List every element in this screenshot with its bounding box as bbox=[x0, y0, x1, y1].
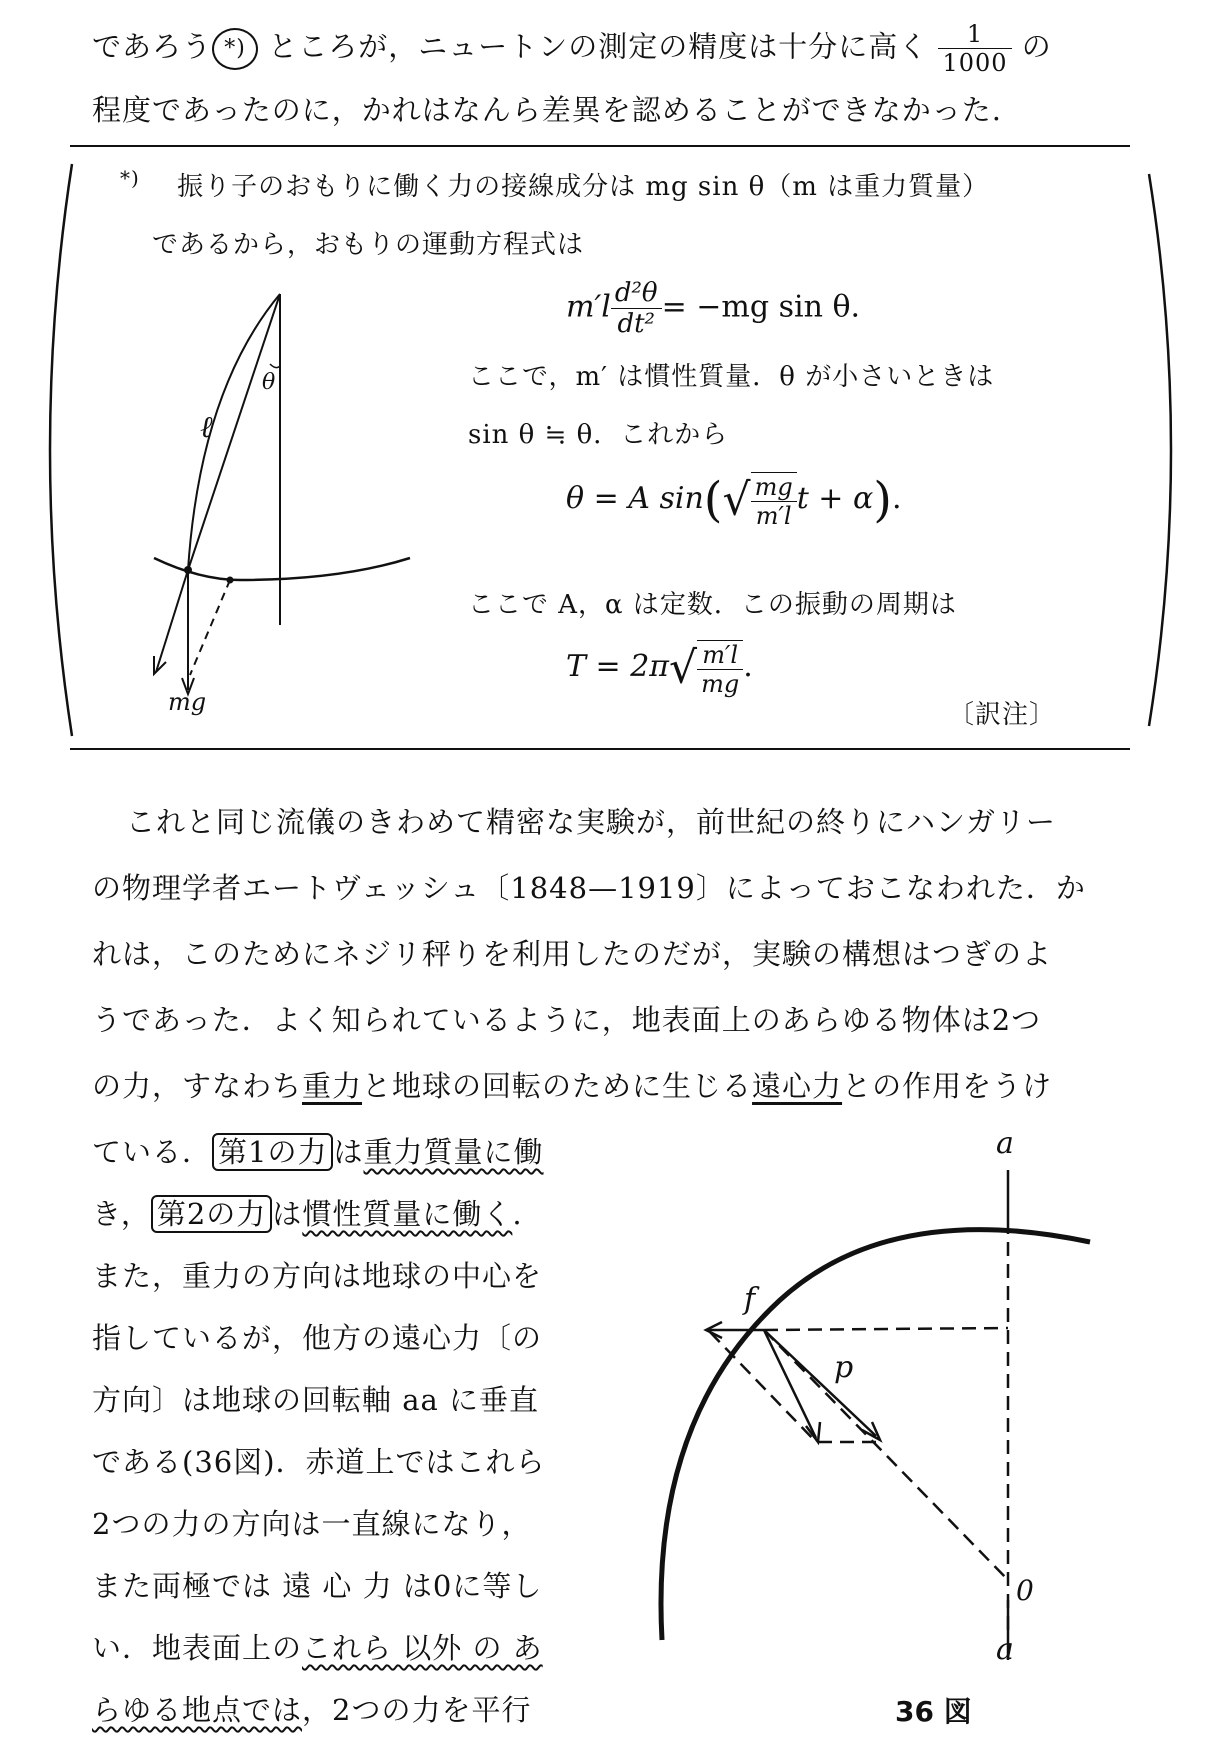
column-line-9: い．地表面上のこれら 以外 の あ bbox=[92, 1631, 543, 1665]
underlined-centrifugal: 遠心力 bbox=[752, 1069, 843, 1103]
translator-note: 〔訳注〕 bbox=[948, 700, 1057, 730]
footnote-line-4: sin θ ≒ θ．これから bbox=[468, 420, 729, 450]
footnote-line-1: *) 振り子のおもりに働く力の接線成分は mg sin θ（m は重力質量） bbox=[120, 166, 990, 202]
column-line-3: また，重力の方向は地球の中心を bbox=[92, 1259, 543, 1293]
pendulum-figure bbox=[140, 280, 440, 720]
right-paren-bracket bbox=[1145, 170, 1185, 730]
pendulum-mg-label: mg bbox=[168, 688, 207, 716]
text-line-2: 程度であったのに，かれはなんら差異を認めることができなかった. bbox=[92, 93, 1002, 127]
footnote-mark: *) bbox=[120, 166, 140, 190]
footnote-line-2: であるから，おもりの運動方程式は bbox=[152, 230, 585, 260]
fig36-label-p: p bbox=[834, 1350, 854, 1385]
text-line-1: であろう *) ところが，ニュートンの測定の精度は十分に高く $\frac{1}{1000}$ の bbox=[92, 20, 1052, 77]
wavy-inertial-mass: 慣性質量に働く bbox=[302, 1197, 513, 1231]
fig36-label-o: 0 bbox=[1016, 1574, 1034, 1607]
footnote-line-5: ここで A，α は定数．この振動の周期は bbox=[468, 590, 957, 620]
fraction-1-1000: $\frac{1}{1000}$ bbox=[938, 22, 1011, 75]
fig36-label-a-bottom: a bbox=[996, 1632, 1014, 1667]
pendulum-theta-label: θ bbox=[262, 370, 276, 395]
figure-36-diagram bbox=[640, 1160, 1120, 1680]
footnote-bottom-rule bbox=[70, 748, 1130, 750]
fig36-label-f: f bbox=[744, 1282, 756, 1317]
footnote-ref-mark: *) bbox=[212, 28, 258, 70]
equation-motion: m′l $\frac{\text{d²θ}}{\text{dt²}}$ = −mg sin θ. bbox=[566, 278, 861, 339]
column-line-5: 方向〕は地球の回転軸 aa に垂直 bbox=[92, 1383, 540, 1417]
pendulum-length-label: ℓ bbox=[200, 410, 213, 445]
column-line-10: らゆる地点では，2つの力を平行 bbox=[92, 1693, 532, 1727]
column-line-6: である(36図)．赤道上ではこれら bbox=[92, 1445, 546, 1479]
body-line-3: れは，このためにネジリ秤りを利用したのだが，実験の構想はつぎのよ bbox=[92, 937, 1053, 971]
column-line-8: また両極では 遠 心 力 は0に等し bbox=[92, 1569, 543, 1603]
boxed-second-force: 第2の力 bbox=[151, 1195, 272, 1233]
body-line-4: うであった．よく知られているように，地表面上のあらゆる物体は2つ bbox=[92, 1003, 1042, 1037]
body-line-1: これと同じ流儀のきわめて精密な実験が，前世紀の終りにハンガリー bbox=[126, 805, 1057, 839]
boxed-first-force: 第1の力 bbox=[212, 1133, 333, 1171]
footnote-line-3: ここで，m′ は慣性質量．θ が小さいときは bbox=[468, 362, 995, 392]
wavy-all-points: らゆる地点では bbox=[92, 1693, 303, 1727]
column-line-2: き， 第2の力 は慣性質量に働く. bbox=[92, 1197, 523, 1231]
equation-solution: θ = A sin(√ $\frac{mg}{m'l}$ t + α). bbox=[566, 472, 902, 530]
figure-36-caption: 36 図 bbox=[895, 1695, 972, 1728]
equation-period: T = 2π√ $\frac{m'l}{mg}$ . bbox=[566, 641, 753, 698]
body-line-5: の力，すなわち重力と地球の回転のために生じる遠心力との作用をうけ bbox=[92, 1069, 1053, 1103]
fig36-label-a-top: a bbox=[996, 1126, 1014, 1161]
footnote-top-rule bbox=[70, 145, 1130, 147]
body-line-2: の物理学者エートヴェッシュ〔1848—1919〕によっておこなわれた．か bbox=[92, 871, 1086, 905]
left-paren-bracket bbox=[36, 160, 76, 740]
column-line-1: ている． 第1の力 は重力質量に働 bbox=[92, 1135, 544, 1169]
wavy-other-points: これら 以外 の あ bbox=[302, 1631, 543, 1665]
wavy-gravitational-mass: 重力質量に働 bbox=[363, 1135, 544, 1169]
column-line-4: 指しているが，他方の遠心力〔の bbox=[92, 1321, 543, 1355]
column-line-7: 2つの力の方向は一直線になり， bbox=[92, 1507, 532, 1541]
underlined-gravity: 重力 bbox=[302, 1069, 363, 1103]
